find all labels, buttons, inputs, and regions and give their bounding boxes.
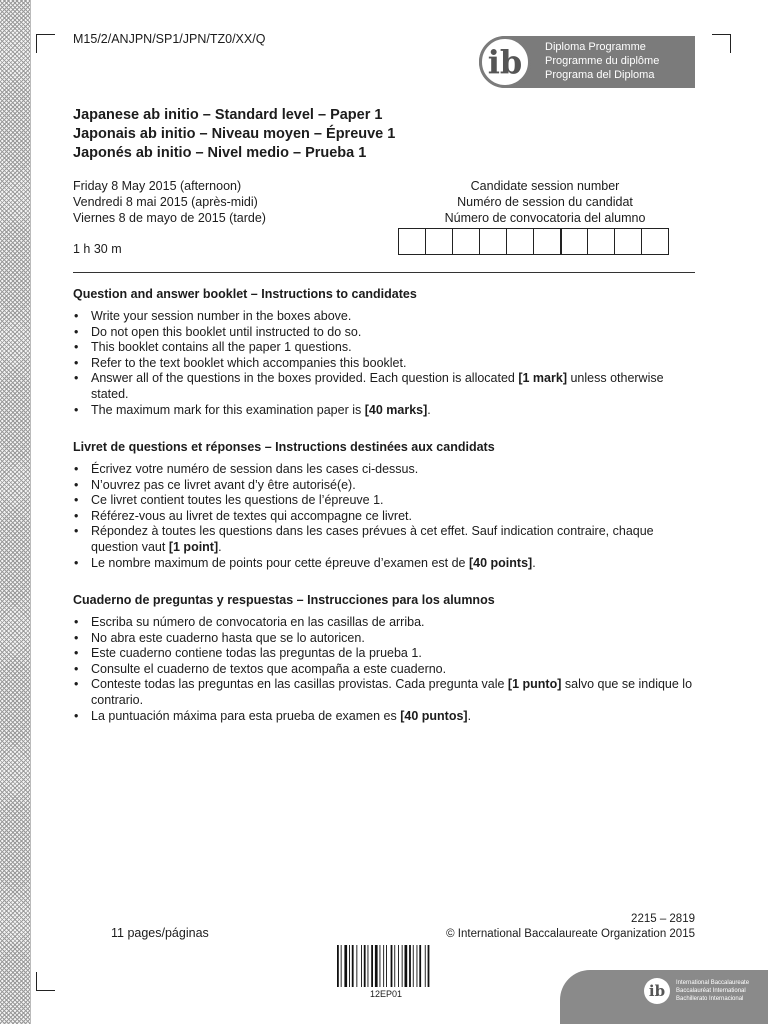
barcode-bar (341, 945, 342, 987)
exam-date: Friday 8 May 2015 (afternoon) Vendredi 8 mai 2015 (après-midi) Viernes 8 de mayo de 2015 (tarde) (73, 179, 266, 225)
instruction-item: • Este cuaderno contiene todas las preguntas de la prueba 1. (73, 646, 698, 662)
paper-code: M15/2/ANJPN/SP1/JPN/TZ0/XX/Q (73, 32, 266, 46)
section-heading: Cuaderno de preguntas y respuestas – Instrucciones para los alumnos (73, 593, 495, 607)
page-count: 11 pages/páginas (111, 926, 209, 940)
barcode-bar (428, 945, 430, 987)
barcode-bar (402, 945, 403, 987)
barcode-bar (425, 945, 426, 987)
crop-mark-top-left (36, 34, 55, 53)
instruction-item: • La puntuación máxima para esta prueba de examen es [40 puntos]. (73, 709, 698, 725)
instruction-item: • Consulte el cuaderno de textos que acompaña a este cuaderno. (73, 662, 698, 678)
instruction-item: • Le nombre maximum de points pour cette épreuve d’examen est de [40 points]. (73, 556, 698, 572)
instruction-item: • Do not open this booklet until instructed to do so. (73, 325, 698, 341)
binding-strip (0, 0, 31, 1024)
instruction-item: • No abra este cuaderno hasta que se lo autoricen. (73, 631, 698, 647)
instructions-spanish (73, 593, 698, 724)
barcode-bar (386, 945, 387, 987)
barcode-bar (352, 945, 354, 987)
instruction-list (73, 462, 698, 571)
session-number-box[interactable] (479, 228, 507, 255)
barcode-bar (398, 945, 399, 987)
mark-allocation: [40 marks] (364, 402, 428, 417)
mark-allocation: [1 mark] (518, 371, 567, 386)
mark-allocation: [1 punto] (507, 677, 562, 692)
instruction-item: • Écrivez votre numéro de session dans les cases ci-dessus. (73, 462, 698, 478)
mark-allocation: [40 points] (469, 555, 533, 570)
barcode-bar (380, 945, 381, 987)
instruction-item: • Escriba su número de convocatoria en las casillas de arriba. (73, 615, 698, 631)
session-number-box[interactable] (533, 228, 561, 255)
barcode (336, 945, 436, 987)
paper-title: Japanese ab initio – Standard level – Paper 1 Japonais ab initio – Niveau moyen – Épreuve 1 Japonés ab initio – Nivel medio – Prueba 1 (73, 107, 396, 161)
copyright-block (440, 912, 695, 942)
section-heading: Livret de questions et réponses – Instructions destinées aux candidats (73, 440, 495, 454)
barcode-bar (394, 945, 395, 987)
instruction-item: • Ce livret contient toutes les questions de l’épreuve 1. (73, 493, 698, 509)
session-number-box[interactable] (587, 228, 615, 255)
instruction-item: • Conteste todas las preguntas en las casillas provistas. Cada pregunta vale [1 punto] salvo que se indique lo contrario. (73, 677, 698, 708)
instruction-item: • Répondez à toutes les questions dans les cases prévues à cet effet. Sauf indication contraire, chaque question vaut [1 point]. (73, 524, 698, 555)
barcode-bar (344, 945, 347, 987)
barcode-bar (391, 945, 393, 987)
barcode-bar (349, 945, 350, 987)
programme-names: Diploma Programme Programme du diplôme Programa del Diploma (545, 41, 660, 81)
copyright: © International Baccalaureate Organization 2015 (446, 928, 695, 940)
instruction-item: • Refer to the text booklet which accompanies this booklet. (73, 356, 698, 372)
instruction-item: • This booklet contains all the paper 1 questions. (73, 340, 698, 356)
crop-mark-top-right (712, 34, 731, 53)
session-number-box[interactable] (506, 228, 534, 255)
mark-allocation: [1 point] (168, 539, 219, 554)
session-number-box[interactable] (398, 228, 426, 255)
barcode-bar (417, 945, 418, 987)
barcode-bar (364, 945, 366, 987)
barcode-bar (413, 945, 414, 987)
ib-organisation-names: International Baccalaureate Baccalauréat International Bachillerato Internacional (676, 980, 750, 1002)
instruction-item: • N’ouvrez pas ce livret avant d’y être autorisé(e). (73, 478, 698, 494)
reference-number: 2215 – 2819 (631, 913, 695, 925)
instructions-french (73, 440, 698, 571)
session-number-label: Candidate session number Numéro de session du candidat Número de convocatoria del alumno (444, 179, 646, 225)
session-number-box[interactable] (560, 228, 588, 255)
ib-footer-logo-icon: ib (644, 978, 670, 1004)
barcode-bar (405, 945, 408, 987)
instruction-item: • Référez-vous au livret de textes qui accompagne ce livret. (73, 509, 698, 525)
barcode-bar (409, 945, 411, 987)
barcode-bar (371, 945, 373, 987)
instruction-item: • Answer all of the questions in the boxes provided. Each question is allocated [1 mark] unless otherwise stated. (73, 371, 698, 402)
barcode-bar (356, 945, 357, 987)
header-divider (73, 272, 695, 273)
barcode-bar (337, 945, 339, 987)
session-number-box[interactable] (425, 228, 453, 255)
instruction-list (73, 309, 698, 418)
barcode-label: 12EP01 (369, 989, 403, 999)
session-number-boxes[interactable] (398, 228, 668, 255)
instruction-item: • Write your session number in the boxes above. (73, 309, 698, 325)
exam-duration: 1 h 30 m (73, 242, 122, 256)
section-heading: Question and answer booklet – Instructions to candidates (73, 287, 417, 301)
ib-logo-icon: ib (479, 36, 531, 88)
barcode-bar (383, 945, 384, 987)
barcode-bar (368, 945, 369, 987)
session-number-box[interactable] (641, 228, 669, 255)
barcode-bar (361, 945, 362, 987)
instruction-item: • The maximum mark for this examination paper is [40 marks]. (73, 403, 698, 419)
mark-allocation: [40 puntos] (400, 708, 468, 723)
barcode-bar (375, 945, 378, 987)
session-number-box[interactable] (452, 228, 480, 255)
crop-mark-bottom-left (36, 972, 55, 991)
instruction-list (73, 615, 698, 724)
instructions-english (73, 287, 698, 418)
barcode-bar (419, 945, 421, 987)
session-number-box[interactable] (614, 228, 642, 255)
